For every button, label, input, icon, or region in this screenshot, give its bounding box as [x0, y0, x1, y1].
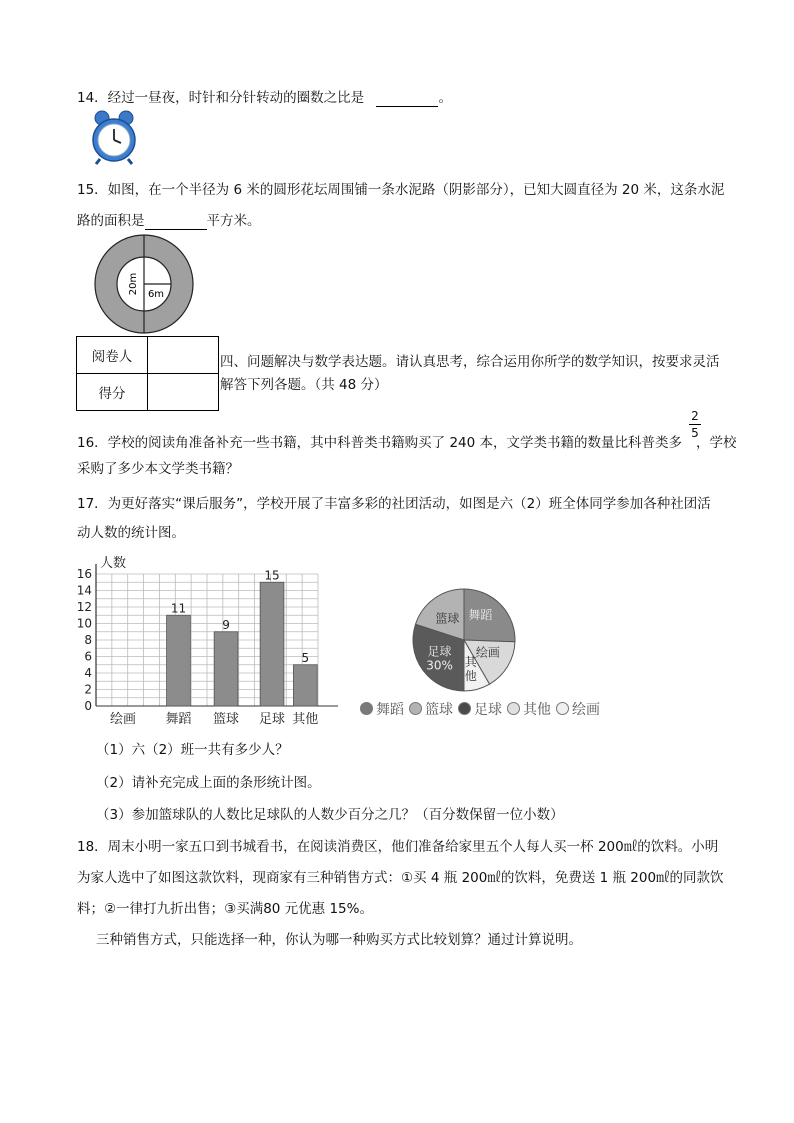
q16-text: 16．学校的阅读角准备补充一些书籍，其中科普类书籍购买了 240 本，文学类书籍的数量比科普类多	[77, 435, 683, 451]
ring-figure	[92, 232, 196, 336]
legend-item	[360, 702, 404, 718]
q17-sub1: （1）六（2）班一共有多少人？	[96, 742, 289, 758]
y-tick-label: 4	[84, 666, 92, 680]
q18-line3: 料；②一律打九折出售；③买满80 元优惠 15%。	[77, 901, 373, 917]
outer-diameter-label: 20m	[128, 272, 139, 296]
y-tick-label: 0	[84, 699, 92, 713]
legend-swatch	[556, 702, 569, 715]
pie-pct-label: 30%	[426, 658, 453, 673]
bar-data-label: 9	[222, 617, 230, 632]
x-category-label: 其他	[292, 712, 319, 727]
q17-line1: 17．为更好落实“课后服务”，学校开展了丰富多彩的社团活动，如图是六（2）班全体同学参加各种社团活	[77, 496, 711, 512]
q18-line1: 18．周末小明一家五口到书城看书，在阅读消费区，他们准备给家里五个人每人买一杯 200㎖的饮料。小明	[77, 839, 719, 855]
legend-swatch	[458, 702, 471, 715]
score-cell[interactable]	[148, 374, 219, 411]
bar-chart	[70, 552, 340, 732]
pie-label: 绘画	[475, 645, 500, 660]
pie-legend	[360, 699, 605, 719]
y-tick-label: 2	[84, 682, 92, 697]
q15-line2	[77, 209, 261, 230]
legend-label: 篮球	[425, 702, 453, 718]
legend-label: 绘画	[572, 702, 600, 718]
legend-item	[507, 702, 551, 718]
q14-line	[77, 86, 452, 107]
bar-足球	[260, 582, 284, 706]
section4-line2: 解答下列各题。（共 48 分）	[220, 377, 388, 393]
alarm-clock-icon	[90, 108, 138, 166]
q16-frac-num: 2	[691, 409, 699, 423]
score-label: 得分	[77, 374, 148, 411]
bar-其他	[293, 665, 317, 706]
legend-label: 舞蹈	[376, 702, 404, 718]
legend-item	[458, 702, 502, 718]
y-tick-label: 8	[84, 633, 92, 647]
pie-label: 篮球	[435, 611, 460, 626]
q16-line2: 采购了多少本文学类书籍？	[77, 461, 239, 477]
reviewer-label: 阅卷人	[77, 337, 148, 374]
x-category-label: 绘画	[109, 712, 136, 727]
x-category-label: 足球	[259, 712, 286, 727]
score-table	[76, 336, 219, 411]
y-tick-label: 10	[76, 616, 92, 631]
legend-swatch	[360, 702, 373, 715]
legend-swatch	[409, 702, 422, 715]
bar-篮球	[214, 632, 238, 706]
pie-label: 他	[464, 669, 477, 684]
bar-data-label: 11	[170, 601, 187, 616]
bar-data-label: 5	[301, 650, 310, 665]
q15-line1: 15．如图，在一个半径为 6 米的圆形花坛周围铺一条水泥路（阴影部分），已知大圆直径为 20 米，这条水泥	[77, 182, 725, 198]
legend-item	[409, 702, 453, 718]
pie-label: 舞蹈	[468, 607, 493, 622]
pie-label: 其	[464, 655, 477, 670]
y-tick-label: 16	[76, 567, 92, 581]
bar-data-label: 15	[264, 568, 280, 583]
q14-text: 14．经过一昼夜，时针和分针转动的圈数之比是	[77, 90, 365, 106]
y-tick-label: 14	[76, 583, 92, 598]
q14-answer-blank[interactable]	[376, 90, 438, 107]
reviewer-cell[interactable]	[148, 337, 219, 374]
pie-chart	[405, 585, 523, 695]
x-category-label: 舞蹈	[165, 712, 192, 727]
inner-radius-label: 6m	[147, 289, 165, 300]
q15-line2-a: 路的面积是	[77, 213, 145, 229]
section4-line1: 四、问题解决与数学表达题。请认真思考，综合运用你所学的数学知识，按要求灵活	[220, 354, 720, 370]
pie-label: 足球	[427, 644, 452, 659]
legend-label: 其他	[523, 702, 551, 718]
legend-label: 足球	[474, 702, 502, 718]
q16-fraction	[689, 409, 701, 440]
q18-line4: 三种销售方式，只能选择一种，你认为哪一种购买方式比较划算？通过计算说明。	[96, 932, 582, 948]
legend-swatch	[507, 702, 520, 715]
q16-frac-bar	[689, 424, 701, 425]
bar-舞蹈	[167, 615, 191, 706]
y-tick-label: 12	[76, 600, 92, 614]
q16-line1-end: ，学校	[696, 435, 737, 451]
q15-line2-b: 平方米。	[206, 213, 261, 229]
q17-sub2: （2）请补充完成上面的条形统计图。	[96, 775, 321, 791]
legend-item	[556, 702, 600, 718]
q15-answer-blank[interactable]	[145, 213, 207, 230]
q16-line1	[77, 431, 737, 451]
q16-frac-den: 5	[691, 426, 699, 440]
x-category-label: 篮球	[213, 712, 240, 727]
q18-line2: 为家人选中了如图这款饮料，现商家有三种销售方式：①买 4 瓶 200㎖的饮料，免费送 1 瓶 200㎖的同款饮	[77, 870, 724, 886]
q14-end: 。	[438, 90, 452, 106]
y-tick-label: 6	[84, 649, 92, 664]
q17-sub3: （3）参加篮球队的人数比足球队的人数少百分之几？（百分数保留一位小数）	[96, 807, 564, 823]
q17-line2: 动人数的统计图。	[77, 525, 185, 541]
y-axis-label: 人数	[100, 556, 127, 571]
